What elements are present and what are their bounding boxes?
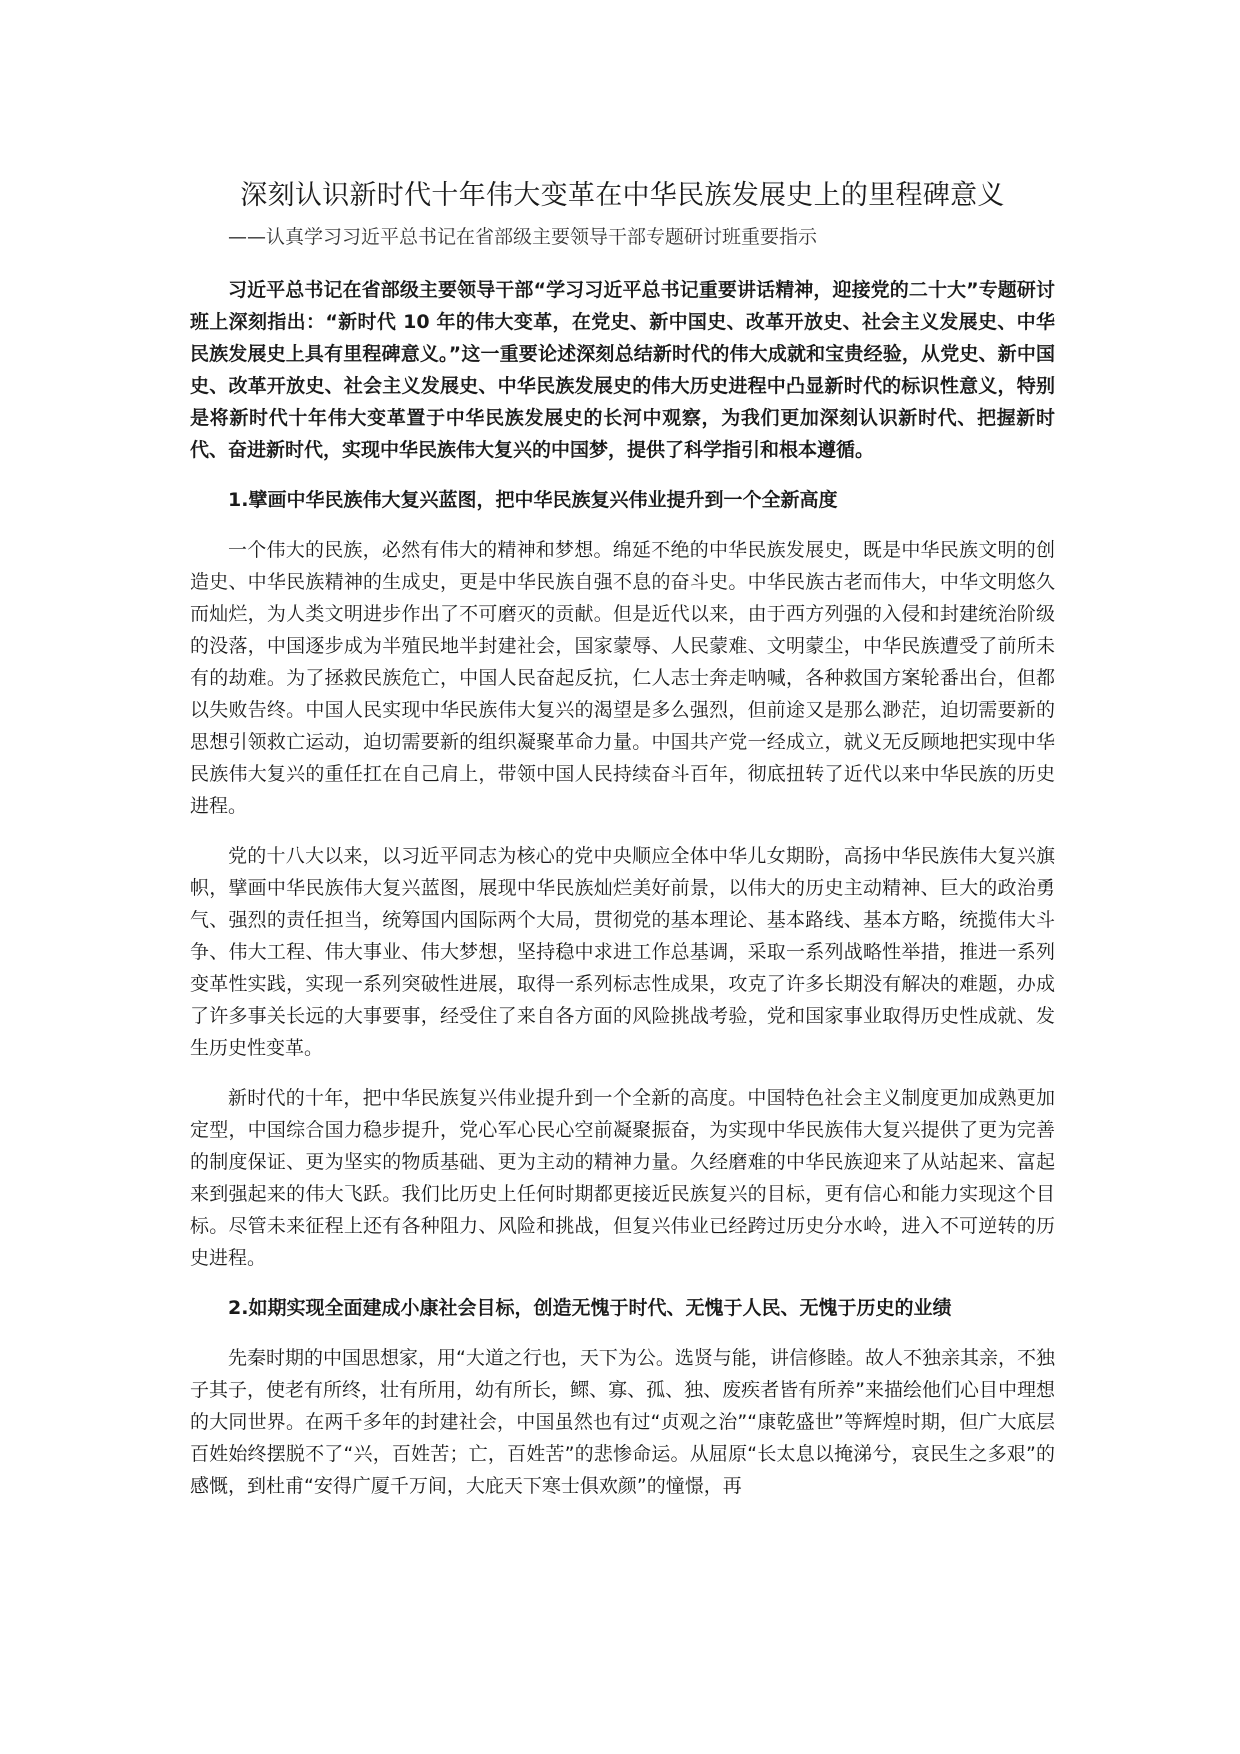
- section-1-paragraph-3: 新时代的十年，把中华民族复兴伟业提升到一个全新的高度。中国特色社会主义制度更加成熟更加定型，中国综合国力稳步提升，党心军心民心空前凝聚振奋，为实现中华民族伟大复兴提供了更为完善的制度保证、更为坚实的物质基础、更为主动的精神力量。久经磨难的中华民族迎来了从站起来、富起来到强起来的伟大飞跃。我们比历史上任何时期都更接近民族复兴的目标，更有信心和能力实现这个目标。尽管未来征程上还有各种阻力、风险和挑战，但复兴伟业已经跨过历史分水岭，进入不可逆转的历史进程。: [190, 1087, 1055, 1269]
- section-1-paragraph-1: 一个伟大的民族，必然有伟大的精神和梦想。绵延不绝的中华民族发展史，既是中华民族文明的创造史、中华民族精神的生成史，更是中华民族自强不息的奋斗史。中华民族古老而伟大，中华文明悠久而灿烂，为人类文明进步作出了不可磨灭的贡献。但是近代以来，由于西方列强的入侵和封建统治阶级的没落，中国逐步成为半殖民地半封建社会，国家蒙辱、人民蒙难、文明蒙尘，中华民族遭受了前所未有的劫难。为了拯救民族危亡，中国人民奋起反抗，仁人志士奔走呐喊，各种救国方案轮番出台，但都以失败告终。中国人民实现中华民族伟大复兴的渴望是多么强烈，但前途又是那么渺茫，迫切需要新的思想引领救亡运动，迫切需要新的组织凝聚革命力量。中国共产党一经成立，就义无反顾地把实现中华民族伟大复兴的重任扛在自己肩上，带领中国人民持续奋斗百年，彻底扭转了近代以来中华民族的历史进程。: [190, 539, 1055, 817]
- section-2-paragraph-1: 先秦时期的中国思想家，用“大道之行也，天下为公。选贤与能，讲信修睦。故人不独亲其亲，不独子其子，使老有所终，壮有所用，幼有所长，鳏、寡、孤、独、废疾者皆有所养”来描绘他们心目中理想的大同世界。在两千多年的封建社会，中国虽然也有过“贞观之治”“康乾盛世”等辉煌时期，但广大底层百姓始终摆脱不了“兴，百姓苦；亡，百姓苦”的悲惨命运。从屈原“长太息以掩涕兮，哀民生之多艰”的感慨，到杜甫“安得广厦千万间，大庇天下寒士俱欢颜”的憧憬，再: [190, 1347, 1055, 1497]
- document-title: 深刻认识新时代十年伟大变革在中华民族发展史上的里程碑意义: [240, 180, 1005, 211]
- section-1-heading: 1.擘画中华民族伟大复兴蓝图，把中华民族复兴伟业提升到一个全新高度: [228, 489, 838, 511]
- section-1-paragraph-2: 党的十八大以来，以习近平同志为核心的党中央顺应全体中华儿女期盼，高扬中华民族伟大复兴旗帜，擘画中华民族伟大复兴蓝图，展现中华民族灿烂美好前景，以伟大的历史主动精神、巨大的政治勇气、强烈的责任担当，统筹国内国际两个大局，贯彻党的基本理论、基本路线、基本方略，统揽伟大斗争、伟大工程、伟大事业、伟大梦想，坚持稳中求进工作总基调，采取一系列战略性举措，推进一系列变革性实践，实现一系列突破性进展，取得一系列标志性成果，攻克了许多长期没有解决的难题，办成了许多事关长远的大事要事，经受住了来自各方面的风险挑战考验，党和国家事业取得历史性成就、发生历史性变革。: [190, 845, 1055, 1059]
- document-subtitle: ——认真学习习近平总书记在省部级主要领导干部专题研讨班重要指示: [228, 226, 818, 248]
- abstract-paragraph: 习近平总书记在省部级主要领导干部“学习习近平总书记重要讲话精神，迎接党的二十大”专题研讨班上深刻指出：“新时代 10 年的伟大变革，在党史、新中国史、改革开放史、社会主义发展史、中华民族发展史上具有里程碑意义。”这一重要论述深刻总结新时代的伟大成就和宝贵经验，从党史、新中国史、改革开放史、社会主义发展史、中华民族发展史的伟大历史进程中凸显新时代的标识性意义，特别是将新时代十年伟大变革置于中华民族发展史的长河中观察，为我们更加深刻认识新时代、把握新时代、奋进新时代，实现中华民族伟大复兴的中国梦，提供了科学指引和根本遵循。: [190, 279, 1055, 461]
- section-2-heading: 2.如期实现全面建成小康社会目标，创造无愧于时代、无愧于人民、无愧于历史的业绩: [228, 1297, 952, 1319]
